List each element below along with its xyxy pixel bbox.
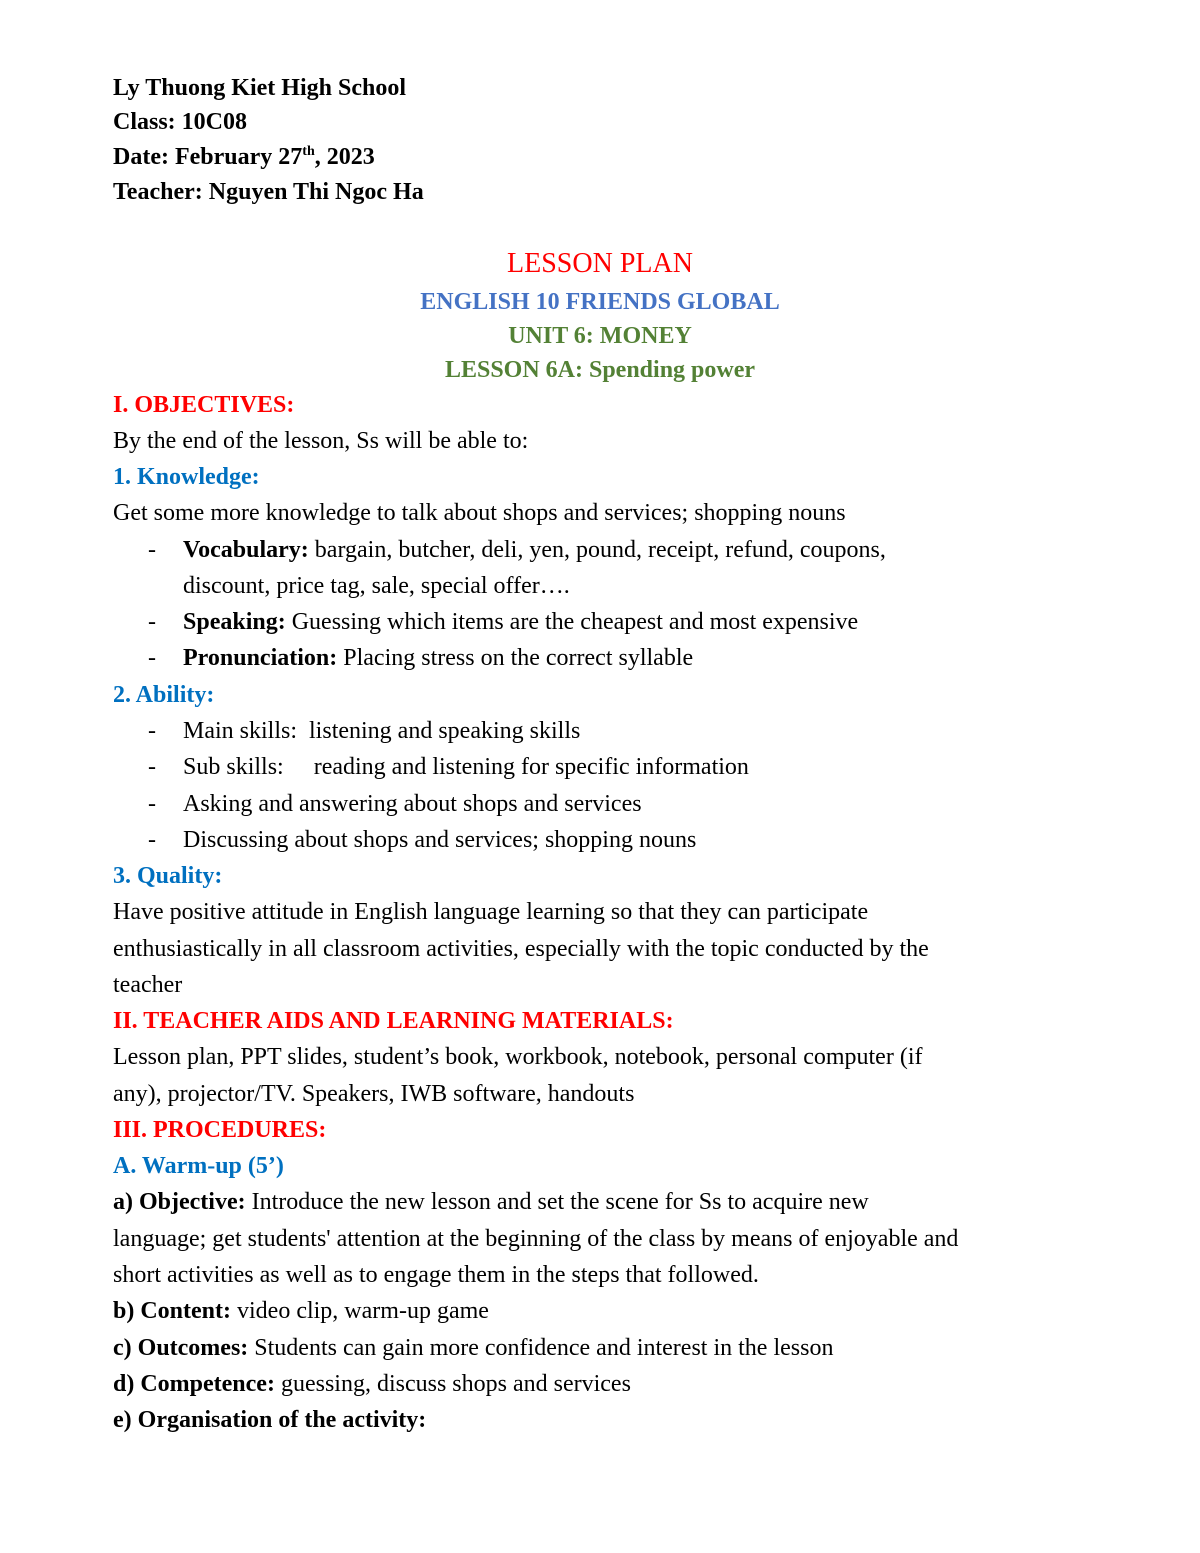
lesson-title: LESSON 6A: Spending power (444, 357, 756, 383)
objective-line: short activities as well as to engage them in the steps that followed. (113, 1262, 759, 1288)
bullet-dash: - (148, 609, 156, 635)
content-text: video clip, warm-up game (231, 1298, 489, 1324)
quality-line: Have positive attitude in English language learning so that they can participate (113, 899, 869, 925)
procedures-heading: III. PROCEDURES: (113, 1117, 327, 1143)
class-value: 10C08 (181, 109, 248, 135)
date-month: February 27 (174, 144, 303, 170)
vocabulary-item (183, 535, 886, 565)
knowledge-heading: 1. Knowledge: (113, 464, 260, 490)
unit-title: UNIT 6: MONEY (508, 323, 692, 349)
content-label: b) Content: (113, 1298, 231, 1324)
quality-line: enthusiastically in all classroom activities, especially with the topic conducted by the (113, 936, 929, 962)
objectives-intro: By the end of the lesson, Ss will be able to: (113, 428, 529, 454)
quality-heading: 3. Quality: (113, 863, 223, 889)
ability-item: Asking and answering about shops and services (183, 791, 642, 817)
objectives-heading: I. OBJECTIVES: (113, 392, 295, 418)
competence-text: guessing, discuss shops and services (274, 1371, 631, 1397)
materials-line: Lesson plan, PPT slides, student’s book, workbook, notebook, personal computer (if (113, 1044, 923, 1070)
ability-item: Discussing about shops and services; shopping nouns (183, 827, 697, 853)
outcomes-line (113, 1333, 833, 1363)
vocabulary-continuation: discount, price tag, sale, special offer…. (183, 573, 570, 599)
date-label: Date: (113, 144, 169, 170)
competence-line (113, 1369, 631, 1399)
bullet-dash: - (148, 827, 156, 853)
knowledge-text: Get some more knowledge to talk about shops and services; shopping nouns (113, 500, 846, 526)
materials-line: any), projector/TV. Speakers, IWB software, handouts (113, 1081, 635, 1107)
lesson-plan-title: LESSON PLAN (507, 248, 693, 279)
objective-line (113, 1187, 869, 1217)
vocabulary-text: bargain, butcher, deli, yen, pound, receipt, refund, coupons, (308, 537, 886, 563)
course-title: ENGLISH 10 FRIENDS GLOBAL (420, 289, 780, 315)
pronunciation-item (183, 643, 693, 673)
pronunciation-text: Placing stress on the correct syllable (337, 645, 694, 671)
warmup-heading: A. Warm-up (5’) (113, 1153, 284, 1179)
teacher-value: Nguyen Thi Ngoc Ha (208, 179, 424, 205)
objective-line: language; get students' attention at the beginning of the class by means of enjoyable and (113, 1226, 959, 1252)
speaking-label: Speaking: (183, 609, 286, 635)
ability-item: Main skills: listening and speaking skills (183, 718, 581, 744)
outcomes-text: Students can gain more confidence and interest in the lesson (248, 1335, 834, 1361)
content-line (113, 1296, 489, 1326)
class-label: Class: (113, 109, 176, 135)
materials-heading: II. TEACHER AIDS AND LEARNING MATERIALS: (113, 1008, 674, 1034)
school-name: Ly Thuong Kiet High School (113, 75, 406, 101)
teacher-label: Teacher: (113, 179, 203, 205)
quality-line: teacher (113, 972, 183, 998)
organisation-label: e) Organisation of the activity: (113, 1407, 427, 1433)
speaking-text: Guessing which items are the cheapest and most expensive (285, 609, 859, 635)
speaking-item (183, 607, 858, 637)
date-superscript: th (302, 144, 315, 159)
objective-text: Introduce the new lesson and set the scene for Ss to acquire new (245, 1189, 869, 1215)
teacher-line (113, 177, 424, 207)
objective-label: a) Objective: (113, 1189, 246, 1215)
pronunciation-label: Pronunciation: (183, 645, 338, 671)
bullet-dash: - (148, 645, 156, 671)
class-line (113, 107, 247, 137)
bullet-dash: - (148, 718, 156, 744)
date-line (113, 142, 375, 172)
competence-label: d) Competence: (113, 1371, 275, 1397)
bullet-dash: - (148, 537, 156, 563)
ability-item: Sub skills: reading and listening for specific information (183, 754, 749, 780)
date-year: , 2023 (314, 144, 375, 170)
bullet-dash: - (148, 754, 156, 780)
vocabulary-label: Vocabulary: (183, 537, 309, 563)
outcomes-label: c) Outcomes: (113, 1335, 249, 1361)
ability-heading: 2. Ability: (113, 682, 215, 708)
bullet-dash: - (148, 791, 156, 817)
